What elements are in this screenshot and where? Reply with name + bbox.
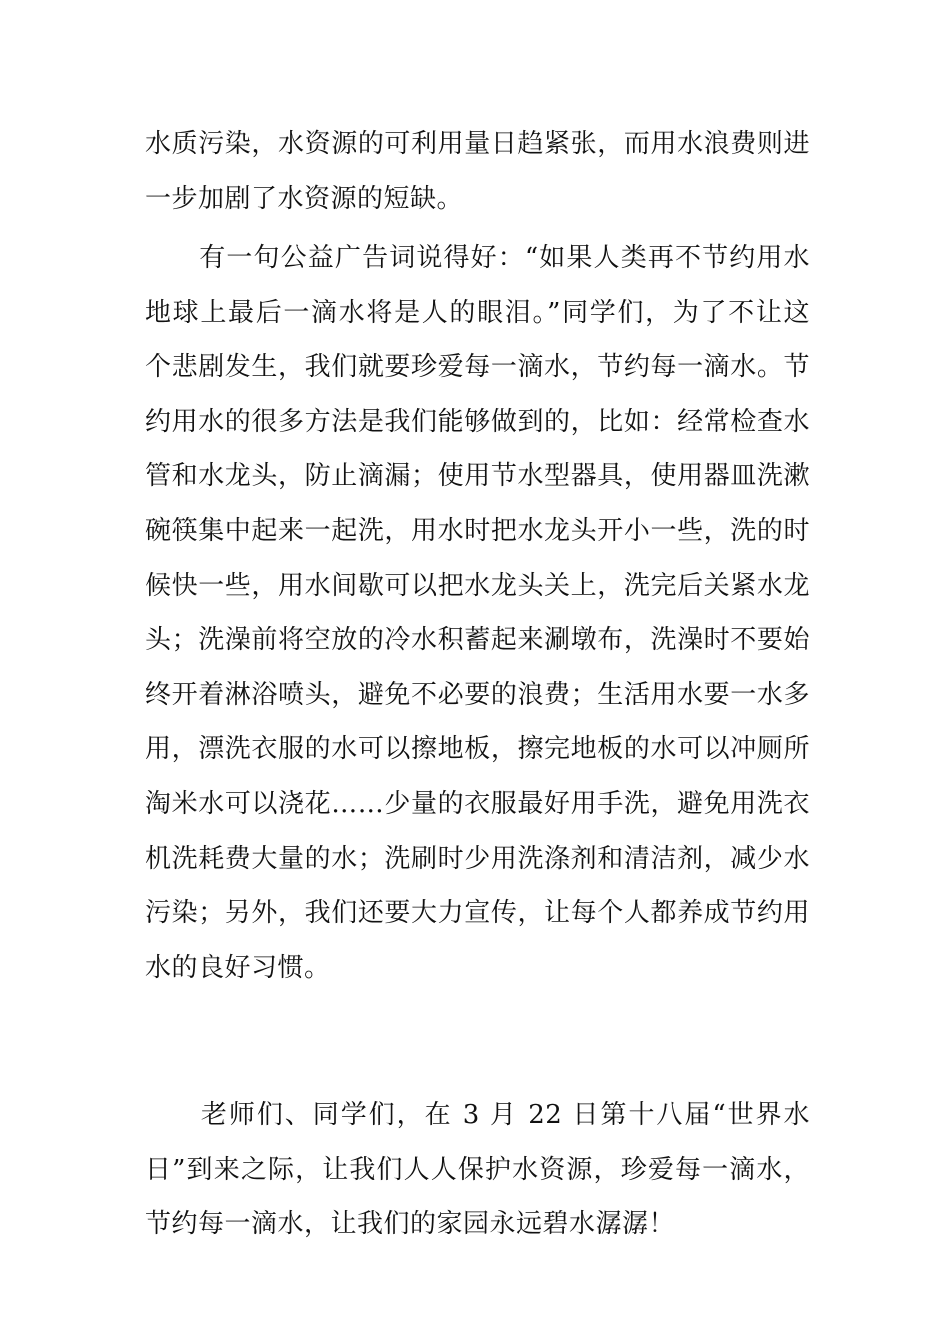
text-line: 日”到来之际，让我们人人保护水资源，珍爱每一滴水， [145, 1154, 810, 1185]
text-line: 地球上最后一滴水将是人的眼泪。”同学们，为了不让这 [145, 297, 810, 328]
text-line: 约用水的很多方法是我们能够做到的，比如：经常检查水 [145, 406, 810, 437]
paragraph-2 [145, 231, 810, 995]
text-line: 用，漂洗衣服的水可以擦地板，擦完地板的水可以冲厕所 [145, 734, 810, 765]
text-line: 污染；另外，我们还要大力宣传，让每个人都养成节约用 [145, 898, 810, 929]
text-line: 节约每一滴水，让我们的家园永远碧水潺潺！ [145, 1209, 676, 1240]
text-line: 淘米水可以浇花……少量的衣服最好用手洗，避免用洗衣 [145, 788, 810, 819]
text-line: 碗筷集中起来一起洗，用水时把水龙头开小一些，洗的时 [145, 515, 810, 546]
text-line: 管和水龙头，防止滴漏；使用节水型器具，使用器皿洗漱 [145, 461, 810, 492]
text-line: 候快一些，用水间歇可以把水龙头关上，洗完后关紧水龙 [145, 570, 810, 601]
text-line: 机洗耗费大量的水；洗刷时少用洗涤剂和清洁剂，减少水 [145, 843, 810, 874]
paragraph-1 [145, 117, 810, 226]
text-line: 头；洗澡前将空放的冷水积蓄起来涮墩布，洗澡时不要始 [145, 625, 810, 656]
text-line: 一步加剧了水资源的短缺。 [145, 183, 464, 214]
text-line: 有一句公益广告词说得好：“如果人类再不节约用水 [145, 243, 810, 273]
text-line: 水质污染，水资源的可利用量日趋紧张，而用水浪费则进 [145, 129, 810, 159]
text-line: 终开着淋浴喷头，避免不必要的浪费；生活用水要一水多 [145, 679, 810, 710]
text-line: 水的良好习惯。 [145, 952, 331, 983]
paragraph-3 [145, 1088, 810, 1252]
text-line: 个悲剧发生，我们就要珍爱每一滴水，节约每一滴水。节 [145, 352, 810, 383]
text-line: 老师们、同学们，在 3 月 22 日第十八届“世界水 [145, 1100, 810, 1130]
